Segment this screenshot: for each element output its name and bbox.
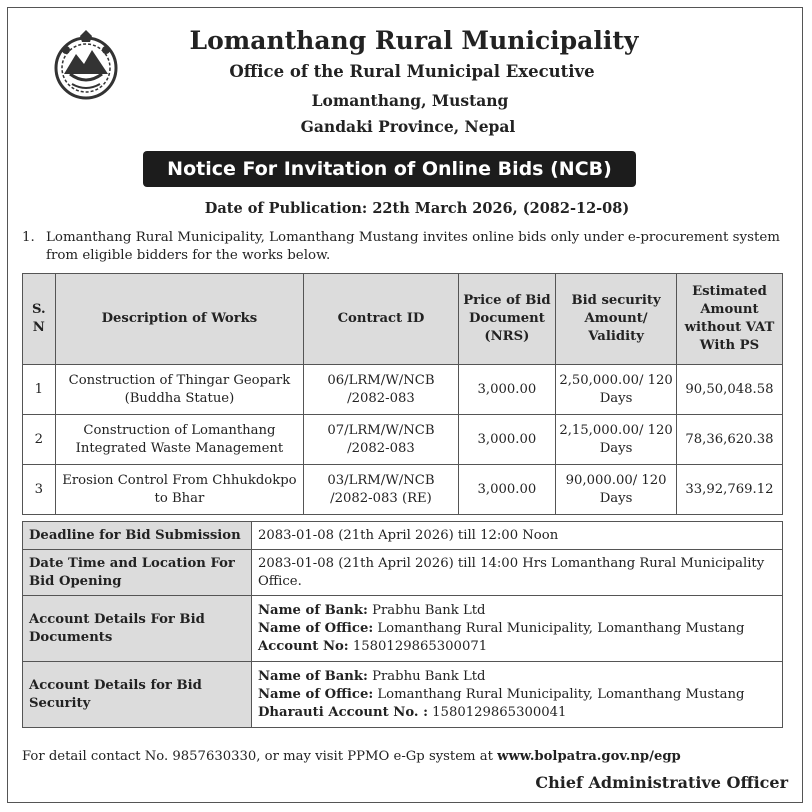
works-header-row [23,274,783,365]
table-row [23,465,783,515]
bank-name: Prabhu Bank Ltd [372,602,486,618]
office-name: Lomanthang Rural Municipality, Lomanthang Mustang [377,620,745,636]
row-sn: 1 [23,365,56,415]
bank-label: Name of Bank: [258,668,368,684]
notice-banner: Notice For Invitation of Online Bids (NCB) [143,151,636,187]
row-security: 2,15,000.00/ 120 Days [556,415,677,465]
works-table [22,273,783,515]
opening-label: Date Time and Location For Bid Opening [23,550,252,596]
bank-name: Prabhu Bank Ltd [372,668,486,684]
account-number: 1580129865300041 [432,704,567,720]
row-sn: 3 [23,465,56,515]
location-line: Lomanthang, Mustang [311,91,509,110]
header-security: Bid security Amount/ Validity [556,274,677,365]
row-contract-id: 06/LRM/W/NCB /2082-083 [304,365,458,415]
row-contract-id: 03/LRM/W/NCB /2082-083 (RE) [304,465,458,515]
row-security: 2,50,000.00/ 120 Days [556,365,677,415]
deadline-value: 2083-01-08 (21th April 2026) till 12:00 Noon [252,522,783,550]
office-label: Name of Office: [258,620,374,636]
header-description: Description of Works [55,274,304,365]
signatory-title: Chief Administrative Officer [535,773,788,792]
office-label: Name of Office: [258,686,374,702]
row-price: 3,000.00 [458,465,556,515]
province-line: Gandaki Province, Nepal [300,117,516,136]
row-price: 3,000.00 [458,415,556,465]
row-estimate: 78,36,620.38 [676,415,782,465]
row-description: Construction of Lomanthang Integrated Waste Management [55,415,304,465]
row-price: 3,000.00 [458,365,556,415]
intro-number: 1. [22,230,35,245]
account-security-details [252,662,783,728]
deadline-label: Deadline for Bid Submission [23,522,252,550]
publication-date: Date of Publication: 22th March 2026, (2082-12-08) [204,200,630,217]
office-subtitle: Office of the Rural Municipal Executive [229,62,595,81]
account-security-label: Account Details for Bid Security [23,662,252,728]
contact-text: For detail contact No. 9857630330, or may visit PPMO e-Gp system at [22,749,498,764]
header-price: Price of Bid Document (NRS) [458,274,556,365]
row-estimate: 33,92,769.12 [676,465,782,515]
row-contract-id: 07/LRM/W/NCB /2082-083 [304,415,458,465]
header-sn: S. N [23,274,56,365]
municipality-title: Lomanthang Rural Municipality [189,26,639,55]
table-row [23,365,783,415]
row-sn: 2 [23,415,56,465]
account-docs-label: Account Details For Bid Documents [23,596,252,662]
table-row [23,415,783,465]
intro-text: Lomanthang Rural Municipality, Lomanthang Mustang invites online bids only under e-procurement system from eligible bidders for the works below. [46,230,780,263]
account-label: Account No: [258,638,349,654]
header-contract-id: Contract ID [304,274,458,365]
row-security: 90,000.00/ 120 Days [556,465,677,515]
account-docs-details [252,596,783,662]
account-number: 1580129865300071 [352,638,488,654]
deadline-row [23,522,783,550]
office-name: Lomanthang Rural Municipality, Lomanthang Mustang [377,686,745,702]
account-label: Dharauti Account No. : [258,704,428,720]
row-description: Construction of Thingar Geopark (Buddha Statue) [55,365,304,415]
account-security-row [23,662,783,728]
opening-value: 2083-01-08 (21th April 2026) till 14:00 Hrs Lomanthang Rural Municipality Office. [252,550,783,596]
egp-link[interactable]: www.bolpatra.gov.np/egp [497,749,681,764]
opening-row [23,550,783,596]
account-docs-row [23,596,783,662]
bid-info-table [22,521,783,728]
row-estimate: 90,50,048.58 [676,365,782,415]
intro-paragraph [22,229,792,265]
bank-label: Name of Bank: [258,602,368,618]
contact-line [22,749,681,764]
header-estimate: Estimated Amount without VAT With PS [676,274,782,365]
row-description: Erosion Control From Chhukdokpo to Bhar [55,465,304,515]
